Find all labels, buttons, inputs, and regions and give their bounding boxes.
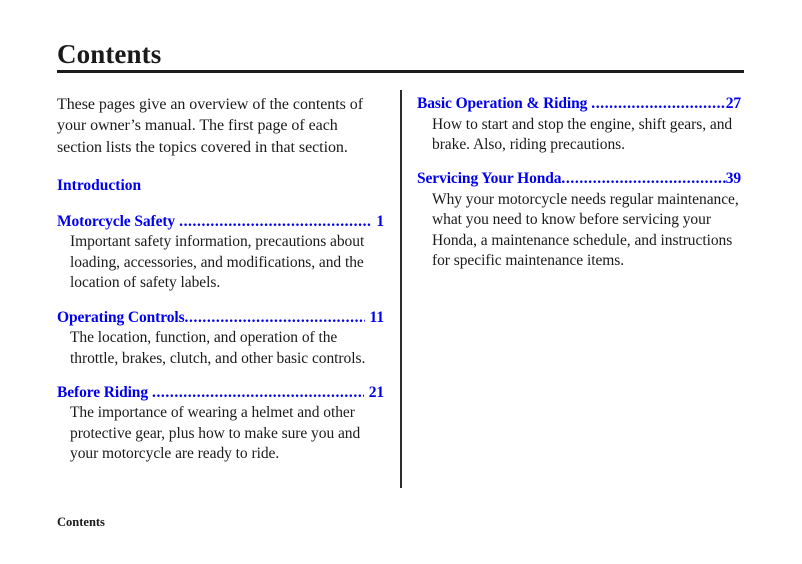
toc-entry-description: The location, function, and operation of the throttle, brakes, clutch, and other basic controls. xyxy=(70,329,366,367)
toc-entry-title[interactable]: Servicing Your Honda xyxy=(417,170,562,188)
toc-entry-page-number[interactable]: 11 xyxy=(369,308,384,326)
toc-entry-heading[interactable] xyxy=(417,169,741,189)
toc-entry-title[interactable]: Introduction xyxy=(57,176,142,194)
toc-entry-title[interactable]: Operating Controls xyxy=(57,308,185,326)
toc-entry[interactable] xyxy=(57,176,384,196)
dot-leader xyxy=(591,94,725,114)
toc-entry-heading[interactable] xyxy=(417,94,741,114)
toc-entry-page-number[interactable]: 27 xyxy=(725,95,741,112)
intro-paragraph: These pages give an overview of the contents of your owner’s manual. The first page of each section lists the topics covered in that section. xyxy=(57,96,363,156)
toc-entry-title[interactable]: Before Riding xyxy=(57,383,148,401)
toc-entry[interactable] xyxy=(57,308,384,369)
page-footer-label: Contents xyxy=(57,515,105,529)
toc-entry-heading[interactable] xyxy=(57,212,384,232)
toc-entry-page-number[interactable]: 1 xyxy=(376,212,384,230)
column-divider-rule xyxy=(400,90,402,488)
toc-entry[interactable] xyxy=(417,94,741,155)
toc-entry-title[interactable]: Motorcycle Safety xyxy=(57,212,176,230)
toc-entry-description: How to start and stop the engine, shift gears, and brake. Also, riding precautions. xyxy=(432,115,733,153)
dot-leader xyxy=(179,212,371,232)
toc-entry-heading[interactable] xyxy=(57,308,384,328)
page-title: Contents xyxy=(57,39,162,69)
dot-leader xyxy=(185,308,365,328)
right-column xyxy=(417,94,741,285)
toc-entry-title[interactable]: Basic Operation & Riding xyxy=(417,95,588,112)
toc-entry[interactable] xyxy=(57,212,384,294)
toc-entry[interactable] xyxy=(417,169,741,271)
dot-leader xyxy=(561,169,725,189)
toc-entry-heading[interactable] xyxy=(57,383,384,403)
dot-leader xyxy=(152,383,364,403)
title-divider-rule xyxy=(57,70,744,73)
toc-entry-description: Important safety information, precautions about loading, accessories, and modifications, and the location of safety labels. xyxy=(70,233,365,292)
left-column xyxy=(57,94,384,479)
toc-entry-description: Why your motorcycle needs regular maintenance, what you need to know before servicing your Honda, a maintenance schedule, and instructions for specific maintenance items. xyxy=(432,190,739,270)
toc-entry-page-number[interactable]: 39 xyxy=(725,170,741,188)
toc-entry-description: The importance of wearing a helmet and other protective gear, plus how to make sure you and your motorcycle are ready to ride. xyxy=(70,404,361,463)
toc-entry[interactable] xyxy=(57,383,384,465)
toc-entry-page-number[interactable]: 21 xyxy=(368,383,384,401)
